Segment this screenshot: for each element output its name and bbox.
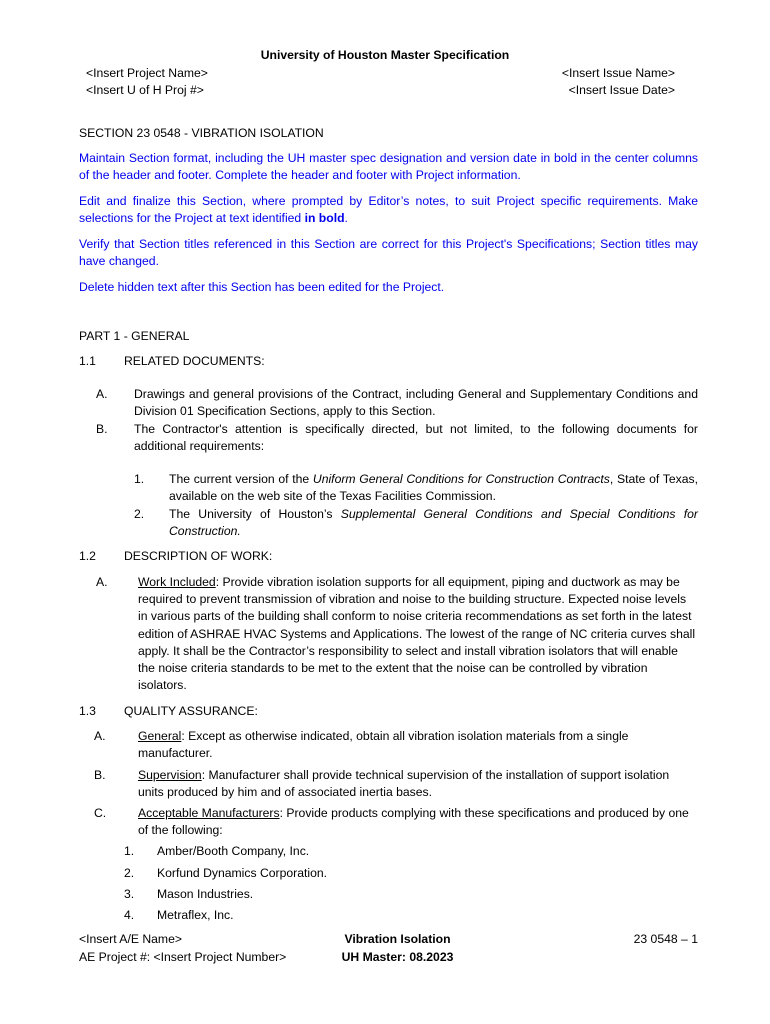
para-1-3-a-label: A. — [94, 729, 106, 743]
mfr-4-name: Metraflex, Inc. — [157, 908, 234, 922]
editor-note-delete: Delete hidden text after this Section has been edited for the Project. — [79, 280, 445, 294]
footer-section-name: Vibration Isolation — [344, 932, 451, 946]
mfr-3-label: 3. — [124, 887, 135, 901]
article-1-3-title: QUALITY ASSURANCE: — [124, 704, 258, 718]
para-1-3-b-text: Supervision: Manufacturer shall provide technical supervision of the installation of support isolation units produced by him and of associated inertia bases. — [138, 768, 670, 800]
editor-note-verify: Verify that Section titles referenced in this Section are correct for this Project's Specifications; Section titles may have changed. — [79, 237, 698, 269]
editor-note-format: Maintain Section format, including the UH master spec designation and version date in bold in the center columns of the header and footer. Complete the header and footer with Project information. — [79, 151, 698, 183]
mfr-1-name: Amber/Booth Company, Inc. — [157, 844, 310, 858]
para-1-3-b-label: B. — [94, 768, 106, 782]
item-1-1-b-2-label: 2. — [134, 507, 145, 521]
issue-date: <Insert Issue Date> — [568, 83, 675, 97]
item-1-1-b-1-label: 1. — [134, 472, 145, 486]
header-title: University of Houston Master Specification — [260, 48, 510, 62]
mfr-2-name: Korfund Dynamics Corporation. — [157, 866, 328, 880]
para-1-1-a-text: Drawings and general provisions of the Contract, including General and Supplementary Conditions and Division 01 Specification Sections, apply to this Section. — [134, 387, 698, 419]
footer-uh-master: UH Master: 08.2023 — [341, 950, 454, 964]
mfr-4-label: 4. — [124, 908, 135, 922]
footer-page-number: 23 0548 – 1 — [633, 932, 698, 946]
part-1-heading: PART 1 - GENERAL — [79, 329, 190, 343]
para-1-1-b-label: B. — [96, 422, 108, 436]
mfr-1-label: 1. — [124, 844, 135, 858]
para-1-3-c-label: C. — [94, 806, 107, 820]
para-1-1-a-label: A. — [96, 387, 108, 401]
para-1-1-b-text: The Contractor's attention is specifically directed, but not limited, to the following documents for additional requirements: — [134, 422, 698, 454]
para-1-2-a-label: A. — [96, 575, 108, 589]
article-1-1-title: RELATED DOCUMENTS: — [124, 354, 265, 368]
section-title: SECTION 23 0548 - VIBRATION ISOLATION — [79, 126, 324, 140]
para-1-3-a-text: General: Except as otherwise indicated, obtain all vibration isolation materials from a single manufacturer. — [138, 729, 629, 761]
project-name: <Insert Project Name> — [86, 66, 208, 80]
article-1-1-number: 1.1 — [79, 354, 96, 368]
item-1-1-b-1-text: The current version of the Uniform General Conditions for Construction Contracts, State of Texas, available on the web site of the Texas Facilities Commission. — [169, 472, 699, 504]
editor-note-edit: Edit and finalize this Section, where prompted by Editor’s notes, to suit Project specific requirements. Make selections for the Project at text identified in bold. — [79, 194, 698, 226]
footer-ae-name: <Insert A/E Name> — [79, 932, 182, 946]
para-1-3-c-text: Acceptable Manufacturers: Provide products complying with these specifications and produced by one of the following: — [138, 806, 689, 838]
footer-ae-project: AE Project #: <Insert Project Number> — [79, 950, 287, 964]
issue-name: <Insert Issue Name> — [561, 66, 675, 80]
article-1-2-number: 1.2 — [79, 549, 96, 563]
project-number: <Insert U of H Proj #> — [86, 83, 204, 97]
item-1-1-b-2-text: The University of Houston’s Supplemental General Conditions and Special Conditions for Construction. — [169, 507, 698, 539]
para-1-2-a-text: Work Included: Provide vibration isolation supports for all equipment, piping and ductwork as may be required to prevent transmission of vibration and noise to the building structure. Expected noise levels in various parts of the building shall conform to noise criteria recommendations as set forth in the latest edition of ASHRAE HVAC Systems and Applications. The lowest of the range of NC criteria curves shall apply. It shall be the Contractor’s responsibility to select and install vibration isolators that will enable the noise criteria standards to be met to the extent that the noise can be controlled by vibration isolators. — [138, 575, 696, 693]
mfr-2-label: 2. — [124, 866, 135, 880]
article-1-2-title: DESCRIPTION OF WORK: — [124, 549, 273, 563]
mfr-3-name: Mason Industries. — [157, 887, 254, 901]
article-1-3-number: 1.3 — [79, 704, 96, 718]
